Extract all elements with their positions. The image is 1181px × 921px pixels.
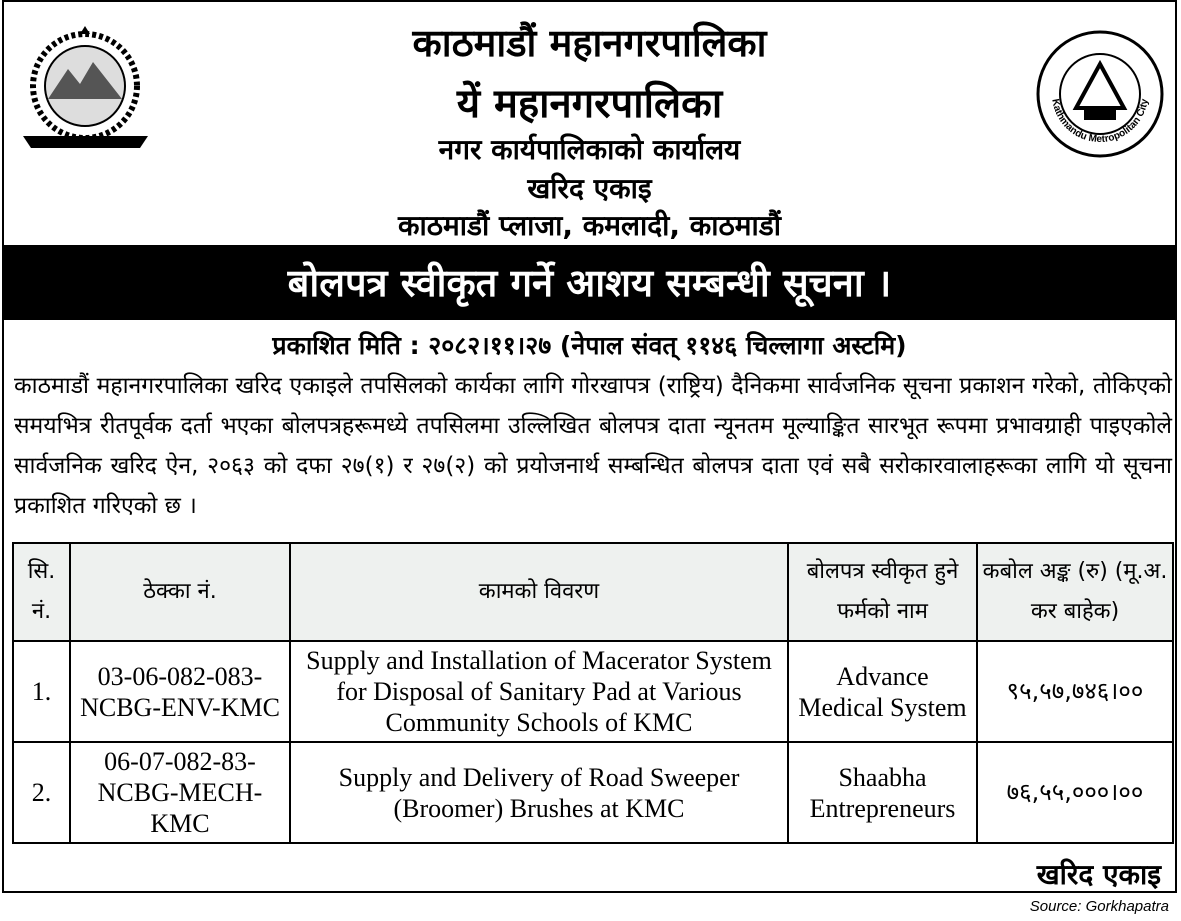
table-header-row bbox=[13, 543, 1173, 641]
org-name-newari: यें महानगरपालिका bbox=[456, 81, 723, 127]
table-row bbox=[13, 742, 1173, 843]
notice-title-banner: बोलपत्र स्वीकृत गर्ने आशय सम्बन्धी सूचना । bbox=[4, 247, 1175, 320]
source-credit: Source: Gorkhapatra bbox=[1029, 898, 1169, 915]
office-name: नगर कार्यपालिकाको कार्यालय bbox=[438, 133, 741, 166]
published-date: प्रकाशित मिति : २०८२।११।२७ (नेपाल संवत् ११४६ चिल्लागा अस्टमि) bbox=[272, 331, 907, 360]
notice-frame bbox=[2, 0, 1177, 893]
cell-bid-amount: ७६,५५,०००।०० bbox=[977, 742, 1173, 843]
cell-bid-amount: ९५,५७,७४६।०० bbox=[977, 641, 1173, 742]
cell-contract-no: 06-07-082-83-NCBG-MECH-KMC bbox=[70, 742, 290, 843]
cell-firm-name: Advance Medical System bbox=[788, 641, 977, 742]
col-firm-name: बोलपत्र स्वीकृत हुने फर्मको नाम bbox=[788, 543, 977, 641]
contracts-table bbox=[12, 542, 1174, 844]
cell-serial: 1. bbox=[13, 641, 70, 742]
kmc-seal-logo bbox=[1034, 28, 1166, 160]
cell-description: Supply and Installation of Macerator System for Disposal of Sanitary Pad at Various Community Schools of KMC bbox=[290, 641, 788, 742]
col-contract-no: ठेक्का नं. bbox=[70, 543, 290, 641]
cell-contract-no: 03-06-082-083-NCBG-ENV-KMC bbox=[70, 641, 290, 742]
col-bid-amount: कबोल अङ्क (रु) (मू.अ. कर बाहेक) bbox=[977, 543, 1173, 641]
col-serial: सि. नं. bbox=[13, 543, 70, 641]
seal-lettering bbox=[1049, 98, 1151, 145]
table-row bbox=[13, 641, 1173, 742]
signature-unit: खरिद एकाइ bbox=[1036, 858, 1161, 891]
cell-firm-name: Shaabha Entrepreneurs bbox=[788, 742, 977, 843]
cell-description: Supply and Delivery of Road Sweeper (Broomer) Brushes at KMC bbox=[290, 742, 788, 843]
office-address: काठमाडौं प्लाजा, कमलादी, काठमाडौं bbox=[397, 209, 782, 242]
notice-header bbox=[4, 2, 1175, 247]
seal-text: Kathmandu Metropolitan City bbox=[1049, 97, 1151, 146]
cell-serial: 2. bbox=[13, 742, 70, 843]
org-name: काठमाडौं महानगरपालिका bbox=[412, 21, 767, 65]
col-description: कामको विवरण bbox=[290, 543, 788, 641]
unit-name: खरिद एकाइ bbox=[527, 172, 652, 205]
notice-body: काठमाडौं महानगरपालिका खरिद एकाइले तपसिलको कार्यका लागि गोरखापत्र (राष्ट्रिय) दैनिकमा सार्वजनिक सूचना प्रकाशन गरेको, तोकिएको समयभित्र रीतपूर्वक दर्ता भएका बोलपत्रहरूमध्ये तपसिलमा उल्लिखित बोलपत्र दाता न्यूनतम मूल्याङ्कित सारभूत रूपमा प्रभावग्राही पाइएकोले सार्वजनिक खरिद ऐन, २०६३ को दफा २७(१) र २७(२) को प्रयोजनार्थ सम्बन्धित बोलपत्र दाता एवं सबै सरोकारवालाहरूका लागि यो सूचना प्रकाशित गरिएको छ । bbox=[14, 373, 1172, 519]
